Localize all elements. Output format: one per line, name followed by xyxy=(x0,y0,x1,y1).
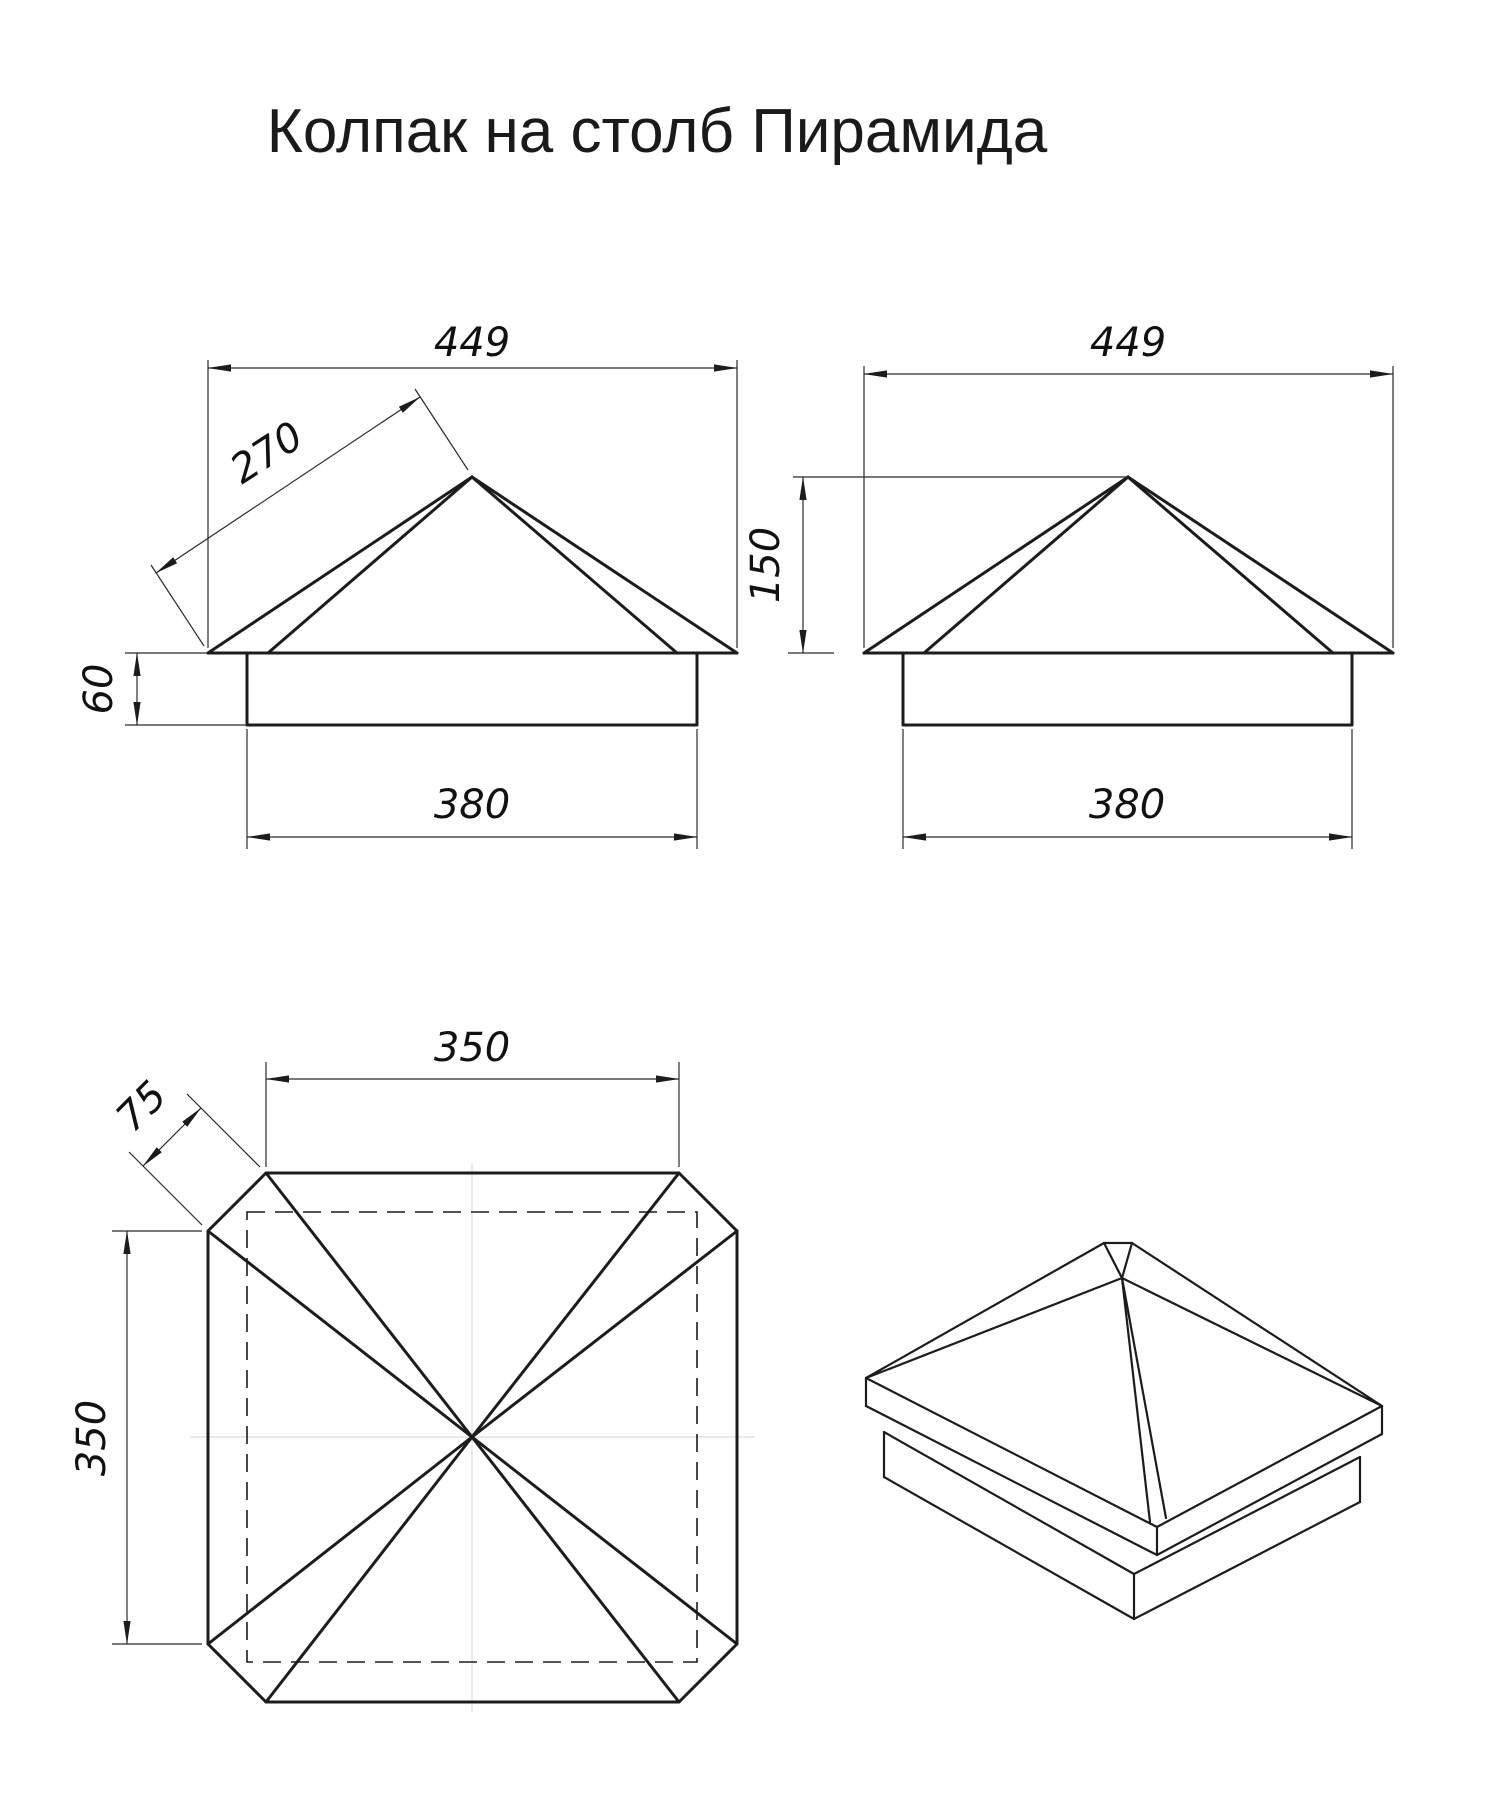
front-hip-edge xyxy=(1122,1278,1150,1522)
skirt-bottom-edge xyxy=(1134,1502,1360,1619)
hip-edge-right xyxy=(472,477,677,653)
band-bottom-edge xyxy=(866,1406,1157,1555)
front-view xyxy=(76,320,737,849)
back-hip-edge xyxy=(1122,1243,1132,1278)
hip-edge-right xyxy=(1128,477,1333,653)
dim-text-449: 449 xyxy=(1089,320,1167,366)
band-bottom-edge xyxy=(1157,1434,1382,1555)
dimension-height xyxy=(743,477,1128,653)
isometric-view xyxy=(866,1243,1382,1619)
hip-edge-left xyxy=(924,477,1128,653)
rim-edge-right xyxy=(1132,1243,1382,1406)
drawing-title: Колпак на столб Пирамида xyxy=(266,97,1048,166)
roof-edge-right xyxy=(1128,477,1393,653)
rim-edge-left xyxy=(866,1243,1104,1378)
skirt-top-edge xyxy=(884,1432,1134,1574)
front-hip-edge xyxy=(1122,1278,1166,1518)
dimension-slope-length xyxy=(151,389,468,646)
hip-edge-right xyxy=(1122,1278,1382,1406)
dim-text-150: 150 xyxy=(743,526,789,604)
dim-text-60: 60 xyxy=(76,663,122,715)
plan-view xyxy=(69,1025,755,1712)
roof-edge-left xyxy=(208,477,472,653)
back-hip-edge xyxy=(1104,1243,1122,1278)
dimension-skirt-width xyxy=(247,729,697,849)
skirt-top-edge xyxy=(1134,1457,1360,1574)
dimension-skirt-width xyxy=(903,729,1352,849)
side-view xyxy=(743,320,1393,849)
dim-text-270: 270 xyxy=(222,413,312,494)
extension-line xyxy=(151,565,204,646)
dim-text-75: 75 xyxy=(107,1072,177,1142)
roof-edge-left xyxy=(864,477,1128,653)
roof-edge-right xyxy=(472,477,737,653)
extension-line xyxy=(187,1094,260,1167)
skirt-outline xyxy=(247,653,697,725)
extension-line xyxy=(129,1152,202,1225)
hip-edge-left xyxy=(866,1278,1122,1378)
dimension-left-edge xyxy=(69,1231,202,1644)
skirt-outline xyxy=(903,653,1352,725)
extension-line xyxy=(415,389,468,470)
dim-text-449: 449 xyxy=(433,320,511,366)
dim-text-350-left: 350 xyxy=(69,1399,115,1477)
dim-text-380: 380 xyxy=(1088,782,1166,828)
dimension-top-edge xyxy=(266,1025,679,1167)
hip-edge-left xyxy=(268,477,472,653)
dimension-skirt-height xyxy=(76,653,247,725)
dim-text-380: 380 xyxy=(433,782,511,828)
skirt-bottom-edge xyxy=(884,1477,1134,1619)
dim-text-350-top: 350 xyxy=(433,1025,511,1071)
